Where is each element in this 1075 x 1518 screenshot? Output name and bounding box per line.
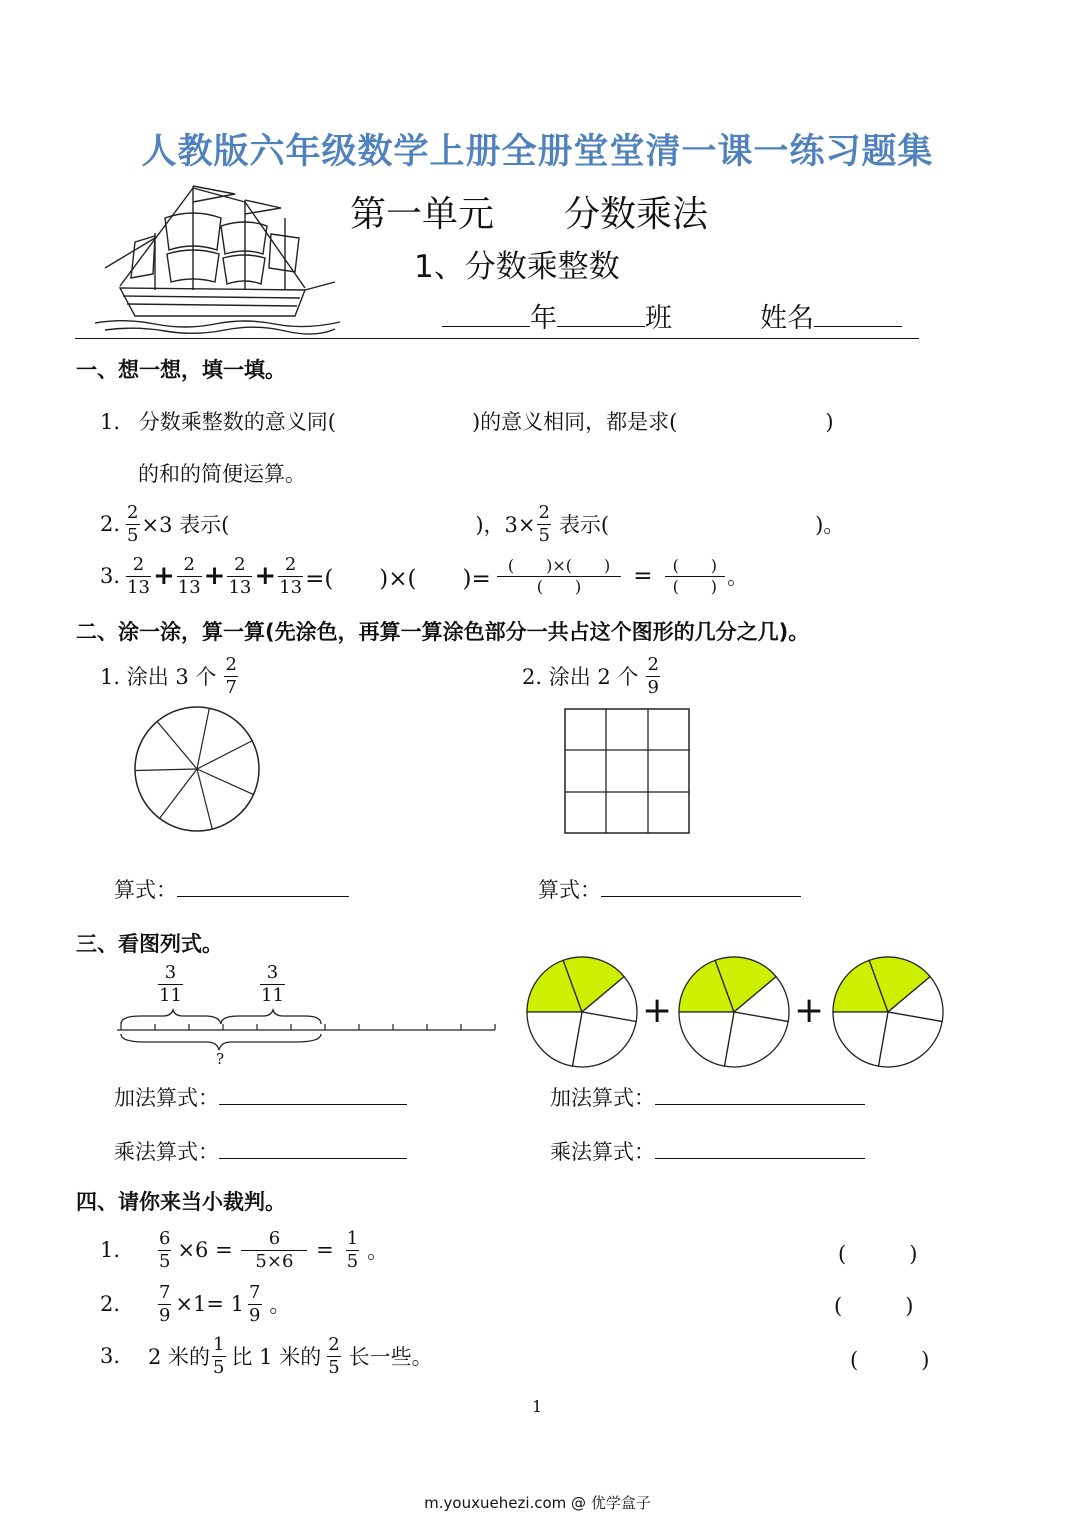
plus-sign: + [152,561,175,591]
s1-question-1 [100,406,834,436]
equals-sign: = [633,563,653,589]
sailing-ship-icon [95,178,340,336]
q2-text-b: )，3× [475,513,536,537]
name-label: 姓名 [760,303,814,334]
s2-question-2 [522,652,662,700]
fraction: $\frac{2}{7}$ [225,653,237,698]
shaded-circles [526,954,946,1070]
unshaded-slice [527,1012,582,1066]
section4-heading: 四、请你来当小裁判。 [76,1190,286,1214]
fraction: $\frac{2}{13}$ [279,553,303,598]
footer-watermark: m.youxuehezi.com @ 优学盒子 [424,1494,651,1512]
formula-blank[interactable] [219,1082,407,1105]
fraction: $\frac{7}{9}$ [159,1281,171,1326]
fraction: $\frac{2}{13}$ [177,553,201,598]
q2-text-a: ×3 表示( [141,513,230,537]
q2-text-d: )。 [815,513,845,537]
unshaded-slice [724,1012,788,1067]
sector-divider [135,769,197,771]
add-label: 加法算式： [114,1086,219,1110]
year-label: 年 [530,303,557,334]
s4-q1-text: ×6 = [177,1238,233,1262]
sector-divider [157,721,197,769]
fraction: $\frac{6}{5}$ [159,1227,171,1272]
q-number: 2. [100,512,121,536]
plus-sign: + [254,561,277,591]
s4-item-2 [100,1276,291,1332]
student-info-line [442,296,902,335]
q-number: 3. [100,564,121,588]
fraction: $\frac{2}{9}$ [647,653,659,698]
formula-blank[interactable] [219,1136,407,1159]
sector-divider [160,769,197,818]
unshaded-slice [878,1012,942,1067]
q3-end: 。 [727,565,749,589]
segment-fraction-2 [258,964,287,1005]
fraction: $\frac{2}{5}$ [127,501,139,546]
sector-divider [197,741,252,769]
fraction: $\frac{2}{5}$ [328,1333,340,1378]
unit-number: 第一单元 [350,194,495,235]
end-mark: 。 [269,1293,291,1317]
q3-equation[interactable]: =( )×( )= [305,565,491,592]
fraction: $\frac{3}{11}$ [159,962,182,1006]
fraction: $\frac{3}{11}$ [261,962,284,1006]
s4-q2-text: ×1= 1 [175,1292,245,1316]
question-mark: ? [216,1050,225,1068]
sector-divider [197,769,212,829]
unit-name: 分数乘法 [564,194,709,235]
s2-q1-label: 1. 涂出 3 个 [100,665,217,689]
sector-divider [197,708,209,769]
fraction: $\frac{1}{5}$ [346,1227,359,1272]
unshaded-slice [679,1012,734,1066]
formula-blank[interactable] [655,1082,865,1105]
s2-formula-2 [538,874,801,904]
q-number: 3. [100,1344,121,1368]
unshaded-slice [572,1012,636,1067]
formula-blank[interactable] [177,874,349,897]
formula-label: 算式： [538,878,601,902]
s3-add-formula-2 [550,1082,865,1112]
page-number: 1 [532,1397,543,1416]
s2-q2-label: 2. 涂出 2 个 [522,665,639,689]
end-mark: 。 [367,1239,389,1263]
plus-sign: + [203,561,226,591]
s4-q3-text-a: 2 米的 [148,1345,211,1369]
q-number: 1. [100,1238,121,1262]
section2-heading: 二、涂一涂，算一算(先涂色，再算一算涂色部分一共占这个图形的几分之几)。 [76,620,810,644]
mul-label: 乘法算式： [114,1140,219,1164]
segment-fraction-1 [156,964,185,1005]
shaded-pie [527,957,637,1067]
judge-bracket-1[interactable]: ( ) [838,1242,918,1266]
fraction: $\frac{7}{9}$ [249,1281,261,1326]
q1-text-a: 分数乘整数的意义同( [138,410,336,434]
s3-add-formula-1 [114,1082,407,1112]
fraction: $\frac{1}{5}$ [213,1333,225,1378]
q-number: 2. [100,1292,121,1316]
number-line [115,1010,500,1060]
s1-question-3 [100,546,748,606]
equals-sign: = [316,1238,334,1262]
circle-7-parts[interactable] [133,705,261,833]
s2-question-1 [100,652,240,700]
unit-heading [350,186,708,237]
plus-sign: + [794,990,825,1031]
judge-bracket-2[interactable]: ( ) [834,1294,914,1318]
q1-text-b: )的意义相同，都是求( [471,410,678,434]
s2-formula-1 [114,874,349,904]
q2-text-c: 表示( [558,513,610,537]
worksheet-title: 人教版六年级数学上册全册堂堂清一课一练习题集 [141,132,934,172]
formula-blank[interactable] [601,874,801,897]
fraction-answer-small[interactable]: $\frac{( )}{( )}$ [665,558,726,595]
shaded-pie [679,957,789,1067]
fraction-answer-big[interactable]: $\frac{( )\times( )}{( )}$ [497,558,622,595]
q1-text-c: ) [825,410,834,434]
fraction: $\frac{2}{5}$ [538,501,550,546]
fraction: $\frac{6}{5\times 6}$ [239,1230,310,1271]
class-blank[interactable] [557,300,645,327]
s3-mul-formula-2 [550,1136,865,1166]
unshaded-slice [833,1012,888,1066]
header-divider [75,338,919,339]
lesson-title: 1、分数乘整数 [414,249,620,285]
mul-label: 乘法算式： [550,1140,655,1164]
fraction: $\frac{2}{13}$ [228,553,252,598]
q-number: 1. [100,410,121,434]
section1-heading: 一、想一想，填一填。 [76,358,286,382]
add-label: 加法算式： [550,1086,655,1110]
year-blank[interactable] [442,300,530,327]
formula-label: 算式： [114,878,177,902]
formula-blank[interactable] [655,1136,865,1159]
s1-question-2 [100,494,844,554]
s4-q3-text-b: 比 1 米的 [231,1345,322,1369]
name-blank[interactable] [814,300,902,327]
s3-mul-formula-1 [114,1136,407,1166]
sector-divider [197,769,253,795]
plus-sign: + [642,990,673,1031]
s4-item-3 [100,1328,433,1384]
judge-bracket-3[interactable]: ( ) [850,1348,930,1372]
s4-q3-text-c: 长一些。 [348,1345,433,1369]
grid-3x3[interactable] [564,708,690,834]
s1-question-1-line2: 的和的简便运算。 [138,462,306,486]
s4-item-1 [100,1220,388,1280]
shaded-pie [833,957,943,1067]
fraction: $\frac{2}{13}$ [127,553,150,598]
class-label: 班 [645,303,672,334]
section3-heading: 三、看图列式。 [76,932,223,956]
